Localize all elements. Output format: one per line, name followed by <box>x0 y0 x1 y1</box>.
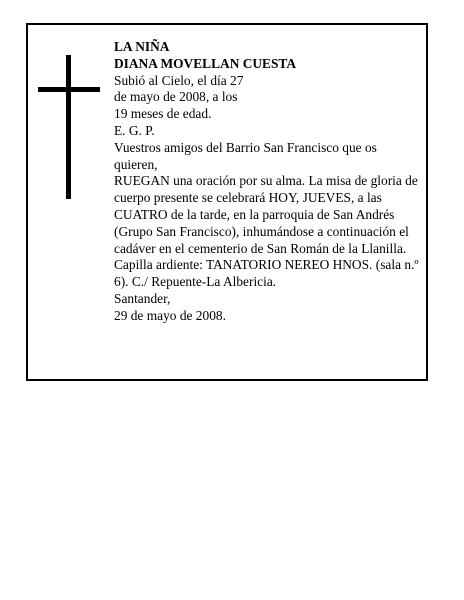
cross-vertical-bar <box>66 55 71 199</box>
notice-line-5: Vuestros amigos del Barrio San Francisco que os <box>114 139 377 155</box>
deceased-name: DIANA MOVELLAN CUESTA <box>114 55 297 71</box>
cross-horizontal-bar <box>38 87 100 92</box>
notice-place: Santander, <box>114 290 171 306</box>
notice-line-1: Subió al Cielo, el día 27 <box>114 72 244 88</box>
obituary-notice <box>26 23 428 381</box>
notice-date: 29 de mayo de 2008. <box>114 307 226 323</box>
notice-line-2: de mayo de 2008, a los <box>114 89 238 105</box>
notice-line-4: E. G. P. <box>114 122 155 138</box>
notice-paragraph-2: Capilla ardiente: TANATORIO NEREO HNOS. (sala n.º 6). C./ Repuente-La Albericia. <box>114 257 419 290</box>
notice-paragraph-1: RUEGAN una oración por su alma. La misa de gloria de cuerpo presente se celebrará HOY, JUEVES, a las CUATRO de la tarde, en la parroquia de San Andrés (Grupo San Francisco), inhumándose a continuación el cadáver en el cementerio de San Román de la Llanilla. <box>114 173 418 256</box>
cross-icon <box>38 55 100 199</box>
notice-line-3: 19 meses de edad. <box>114 106 212 122</box>
notice-text <box>114 39 420 325</box>
notice-title-line-1: LA NIÑA <box>114 39 170 54</box>
notice-line-6: quieren, <box>114 156 158 172</box>
